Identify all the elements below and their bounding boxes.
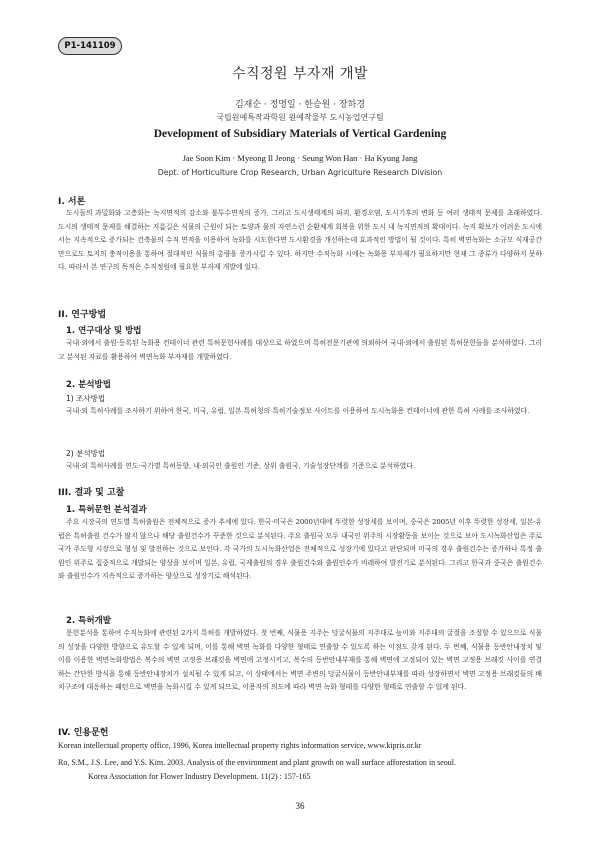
subsection-heading-results-2: 2. 특허개발 [66, 616, 111, 626]
page-number: 36 [295, 801, 305, 811]
results-2-paragraph: 문헌분석을 통하여 수직녹화에 관련된 2가지 특허를 개발하였다. 첫 번째, 식물용 지주는 덩굴식물의 지주대로 높이와 지주대의 굴절을 조절할 수 있으므로 식물의 성장을 다양한 방향으로 유도할 수 있게 되며, 이를 통해 벽면 녹화를 다양한 형태로 연출할 수 있도록 하는 이점도 갖게 된다. 두 번째, 식물용 등반안내장치 및 이를 이용한 벽면녹화방법은 복수의 벽면 고정용 브래킷을 벽면에 고정시키고, 복수의 등반안내부재를 통해 벽면에 고정되어 있는 벽면 고정용 브래킷 사이를 연결하는 간단한 방식을 통해 등반안내장치가 설치될 수 있게 되고, 이 상태에서는 벽면 주변의 덩굴식물이 등반안내부재를 따라 성장하면서 벽면 고정용 브래킷들의 배치구조에 대응하는 패턴으로 벽면을 녹화시킬 수 있게 되므로, 이용자의 의도에 따라 벽면 녹화 형태를 다양한 형태로 연출할 수 있게 된다. [58, 629, 542, 692]
subsection-heading-results-1: 1. 특허문헌 분석결과 [66, 505, 147, 515]
affiliation-korean: 국립원예특작과학원 원예작물부 도시농업연구팀 [216, 113, 384, 122]
title-korean: 수직정원 부자재 개발 [231, 66, 369, 82]
poster-code-badge: P1-141109 [58, 37, 122, 55]
section-heading-references: IV. 인용문헌 [58, 728, 109, 738]
methods-1-paragraph: 국내·외에서 출원·등록된 녹화용 컨테이너 관련 특허문헌사례를 대상으로 하였으며 특허전문기관에 의뢰하여 국내·외에서 출원된 특허문헌들을 분석하였다. 그리고 분석된 자료를 활용하여 벽면녹화 부자재를 개발하였다. [58, 339, 542, 361]
section-heading-intro: I. 서론 [58, 197, 86, 207]
reference-1: Korean intellectual property office, 1996, Korea intellectual property rights information service, www.kipris.or.kr [58, 741, 422, 750]
results-1-paragraph: 주요 시장국의 연도별 특허출원은 전체적으로 증가 추세에 있다. 한국·미국은 2000년대에 뚜렷한 성장세를 보이며, 중국은 2005년 이후 뚜렷한 성장세, 일본·유럽은 특허출원 건수가 많지 않으나 해당 출원건수가 꾸준한 것으로 분석된다. 주요 출원국 모두 내국인 위주의 시장활동을 보이는 것으로 보아 도시녹화산업은 주로 국가 주도형 시장으로 형성 및 발전하는 것으로 보인다. 각 국가의 도시녹화산업은 전체적으로 성장기에 있다고 판단되며 미국의 경우 출원건수는 증가하나 특정 출원인 위주로 집중적으로 개발되는 양상을 보이며 일본, 유럽, 국제출원의 경우 출원건수와 출원인수가 비레하여 발전기로 분석된다. 그리고 한국과 중국은 출원건수와 출원인수가 지속적으로 증가하는 양상으로 성장기로 해석된다. [58, 518, 542, 581]
subsubsection-heading-analysis: 2) 분석방법 [66, 449, 106, 458]
affiliation-english: Dept. of Horticulture Crop Research, Urban Agriculture Research Division [157, 168, 443, 177]
methods-2b-paragraph: 국내·외 특허사례를 연도·국가별 특허동향, 내·외국인 출원인 기준, 상위 출원국, 기술성장단계를 기준으로 분석하였다. [66, 462, 416, 470]
authors-korean: 김재순 · 정명일 · 한승원 · 장하경 [234, 100, 366, 110]
reference-2-line-1: Ro, S.M., J.S. Lee, and Y.S. Kim. 2003. Analysis of the environment and plant growth on wall surface afforestation in seoul. [58, 758, 457, 767]
title-english: Development of Subsidiary Materials of Vertical Gardening [153, 128, 447, 140]
reference-2-line-2: Korea Association for Flower Industry Development. 11(2) : 157-165 [88, 772, 311, 781]
subsection-heading-methods-1: 1. 연구대상 및 방법 [66, 326, 142, 336]
methods-2a-paragraph: 국내·외 특허사례를 조사하기 위하여 한국, 미국, 유럽, 일본 특허청의 특허기술정보 사이트를 이용하여 도시녹화용 컨테이너에 관한 특허 사례를 조사하였다. [66, 407, 530, 415]
reference-2 [58, 756, 544, 784]
subsection-heading-methods-2: 2. 분석방법 [66, 380, 111, 390]
section-heading-results: III. 결과 및 고찰 [58, 488, 125, 498]
subsubsection-heading-survey: 1) 조사방법 [66, 394, 106, 403]
section-heading-methods: II. 연구방법 [58, 310, 107, 320]
intro-paragraph: 도시들의 과밀화와 고층화는 녹지면적의 감소와 불투수면적의 증가, 그리고 도시생태계의 파괴, 환경오염, 도시기후의 변화 등 여러 생태적 문제를 초래하였다. 도시의 생태적 문제를 해결하는 지름길은 식물의 근원이 되는 토양과 물의 자연스런 순환체계 회복을 위한 도시 내 녹지면적의 확대이다. 녹지 확보가 어려운 도시에서는 지속적으로 증가되는 건축물의 수직 면적을 이용하여 녹화를 시도한다면 도시환경을 개선하는데 효과적인 방법이 될 것이다. 특히 벽면녹화는 소규모 식재공간만으로도 토지의 충적이용을 통하여 절대적인 식물의 총량을 증가시킬 수 있다. 하지만 수직녹화 시에는 녹화용 부자재가 필요하지만 현재 그 종류가 다양하지 못하다. 따라서 본 연구의 목적은 수직정원에 필요한 부자재 개발에 있다. [58, 209, 542, 272]
authors-english: Jae Soon Kim · Myeong Il Jeong · Seung Won Han · Ha Kyung Jang [182, 153, 418, 163]
